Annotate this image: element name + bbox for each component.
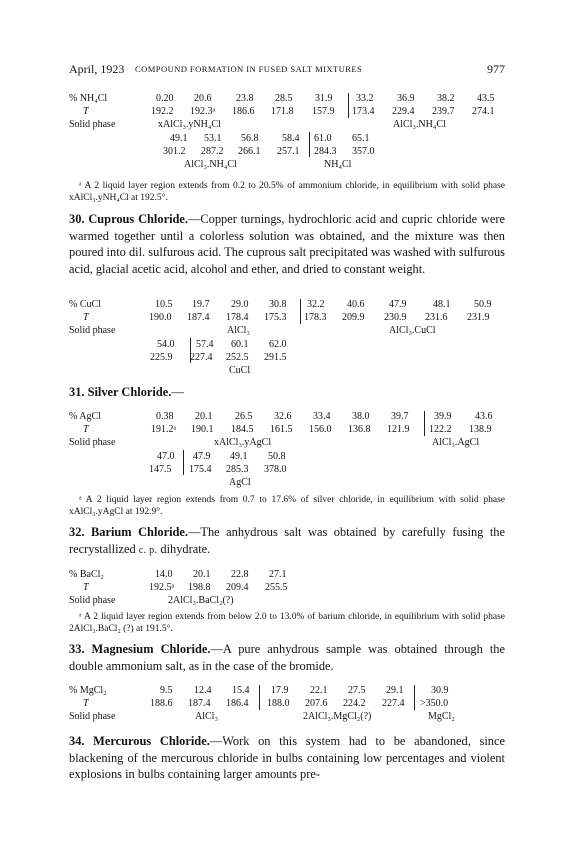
phase-boundary-line: [348, 93, 349, 118]
footnote: ᵃ A 2 liquid layer region extends from 0.7 to 17.6% of silver chloride, in equilibrium with solid phase xAlCl₃.yAgCl at 192.9°.: [69, 495, 505, 518]
table-cell: 19.7: [192, 299, 210, 310]
table-row: [69, 364, 505, 377]
solid-phase: AlCl₃.NH₄Cl: [393, 119, 446, 131]
table-cell: 58.4: [282, 132, 300, 144]
table-cell: 56.8: [241, 132, 259, 144]
table-cell: 207.6: [305, 698, 328, 710]
table-cell: 121.9: [387, 424, 410, 436]
row-label: Solid phase: [69, 325, 116, 337]
row-label: % MgCl₂: [69, 685, 107, 696]
phase-boundary-line: [183, 450, 184, 475]
table-cell: 161.5: [270, 424, 293, 436]
table-cell: 38.2: [437, 93, 455, 104]
solid-phase: CuCl: [229, 364, 251, 376]
table-cell: 43.6: [475, 411, 493, 422]
issue-date: April, 1923: [69, 62, 125, 76]
table-cell: 175.3: [264, 312, 287, 324]
table-cell: 49.1: [230, 450, 248, 462]
table-cell: 239.7: [432, 106, 455, 118]
table-ammonium-chloride: [69, 92, 505, 171]
section-magnesium-chloride: [69, 641, 505, 674]
table-cell: 191.2ᵃ: [151, 424, 177, 436]
footnote: ᵃ A 2 liquid layer region extends from below 2.0 to 13.0% of barium chloride, in equilibrium with solid phase 2AlCl₃.BaCl₂ (?) at 191.5°.: [69, 612, 505, 635]
table-cell: 257.1: [277, 145, 300, 157]
table-cell: 30.9: [431, 685, 449, 696]
table-row: [69, 410, 505, 423]
row-label: T: [83, 582, 89, 594]
table-row: [69, 324, 505, 337]
table-row: [69, 423, 505, 436]
table-row: [69, 298, 505, 311]
table-cell: 224.2: [343, 698, 366, 710]
table-row: [69, 338, 505, 351]
row-label: Solid phase: [69, 437, 116, 449]
table-cell: 157.9: [312, 106, 335, 118]
table-cell: 48.1: [433, 299, 451, 310]
table-cell: 173.4: [352, 106, 375, 118]
table-cell: 175.4: [189, 463, 212, 475]
table-cell: 287.2: [201, 145, 224, 157]
table-cell: 20.1: [193, 569, 211, 580]
table-cell: 188.0: [267, 698, 290, 710]
table-barium-chloride: [69, 568, 505, 608]
solid-phase: xAlCl₃.yAgCl: [214, 437, 272, 449]
row-label: Solid phase: [69, 119, 116, 131]
solid-phase: AgCl: [229, 476, 251, 488]
table-cell: 209.4: [226, 582, 249, 594]
table-cell: 186.4: [226, 698, 249, 710]
section-heading: 32. Barium Chloride.: [69, 525, 189, 539]
table-cell: 266.1: [238, 145, 261, 157]
table-cell: 20.6: [194, 93, 212, 104]
table-cell: 27.5: [348, 685, 366, 696]
running-header: [69, 62, 505, 78]
table-row: [69, 581, 505, 594]
table-cell: 27.1: [269, 569, 287, 580]
row-label: % AgCl: [69, 411, 101, 422]
solid-phase: AlCl₃: [227, 325, 250, 337]
table-cell: 33.4: [313, 411, 331, 422]
table-cell: 378.0: [264, 463, 287, 475]
table-row: [69, 594, 505, 607]
table-cell: 22.8: [231, 569, 249, 580]
solid-phase: xAlCl₃.yNH₄Cl: [158, 119, 221, 131]
table-cell: 187.4: [187, 312, 210, 324]
table-row: [69, 710, 505, 723]
row-label: Solid phase: [69, 711, 116, 723]
table-cell: 29.1: [386, 685, 404, 696]
table-row: [69, 436, 505, 449]
table-cell: 178.3: [304, 312, 327, 324]
table-cell: 209.9: [342, 312, 365, 324]
table-magnesium-chloride: [69, 684, 505, 724]
table-cell: 47.9: [389, 299, 407, 310]
table-cell: 12.4: [194, 685, 212, 696]
table-row: [69, 697, 505, 710]
table-cell: 187.4: [188, 698, 211, 710]
table-cell: 186.6: [232, 106, 255, 118]
table-cell: 178.4: [226, 312, 249, 324]
section-mercurous-chloride: [69, 733, 505, 783]
table-cell: 17.9: [271, 685, 289, 696]
table-row: [69, 476, 505, 489]
table-row: [69, 351, 505, 364]
section-cuprous-chloride: [69, 211, 505, 277]
table-cell: 60.1: [231, 338, 249, 350]
table-cell: 32.6: [274, 411, 292, 422]
row-label: Solid phase: [69, 595, 116, 607]
table-cell: 47.0: [157, 450, 175, 462]
table-cell: 62.0: [269, 338, 287, 350]
table-cell: 9.5: [160, 685, 173, 696]
table-row: [69, 450, 505, 463]
table-cell: 31.9: [315, 93, 333, 104]
table-cell: 57.4: [196, 338, 214, 350]
table-cell: 50.9: [474, 299, 492, 310]
table-cell: 231.6: [425, 312, 448, 324]
table-row: [69, 568, 505, 581]
table-cell: 138.9: [469, 424, 492, 436]
table-cell: 171.8: [271, 106, 294, 118]
table-cell: 285.3: [226, 463, 249, 475]
table-cell: 33.2: [356, 93, 374, 104]
table-cell: 190.1: [191, 424, 214, 436]
section-text: dihydrate.: [157, 541, 211, 556]
table-cell: 122.2: [429, 424, 452, 436]
solid-phase: AlCl₃: [195, 711, 218, 723]
table-row: [69, 145, 505, 158]
table-cell: 255.5: [265, 582, 288, 594]
phase-boundary-line: [309, 132, 310, 157]
running-title: COMPOUND FORMATION IN FUSED SALT MIXTURES: [135, 64, 363, 74]
table-cell: 22.1: [310, 685, 328, 696]
table-cell: 32.2: [307, 299, 325, 310]
phase-boundary-line: [424, 411, 425, 436]
table-cell: 192.3ᵃ: [190, 106, 216, 118]
footnote: ᵃ A 2 liquid layer region extends from 0.2 to 20.5% of ammonium chloride, in equilibrium with solid phase xAlCl₃.yNH₄Cl at 192.5°.: [69, 181, 505, 204]
section-heading: 30. Cuprous Chloride.: [69, 212, 189, 226]
table-cell: 54.0: [157, 338, 175, 350]
row-label: T: [83, 698, 89, 710]
table-cell: 136.8: [348, 424, 371, 436]
table-cell: 147.5: [149, 463, 172, 475]
table-cell: 61.0: [314, 132, 332, 144]
table-cell: 14.0: [155, 569, 173, 580]
table-cell: 291.5: [264, 351, 287, 363]
solid-phase: 2AlCl₃.MgCl₂(?): [303, 711, 372, 723]
table-cell: 198.8: [188, 582, 211, 594]
table-cell: 28.5: [275, 93, 293, 104]
section-heading: 31. Silver Chloride.: [69, 385, 172, 399]
row-label: T: [83, 312, 89, 324]
section-text: —Copper turnings, hydrochloric acid and cupric chloride were warmed together until a colorless solution was obtained, and the mixture was then poured into dil. sulfurous acid. The cuprous salt precipitated was washed with sulfurous acid, glacial acetic acid, alcohol and ether, and dried to constant weight.: [69, 212, 505, 276]
table-cell: 225.9: [150, 351, 173, 363]
table-cell: 252.5: [226, 351, 249, 363]
section-heading: 33. Magnesium Chloride.: [69, 642, 211, 656]
table-cell: 15.4: [232, 685, 250, 696]
phase-boundary-line: [190, 338, 191, 363]
section-silver-chloride: [69, 384, 505, 401]
table-cell: 190.0: [149, 312, 172, 324]
phase-boundary-line: [300, 299, 301, 324]
section-text-small-caps: c. p.: [138, 544, 158, 556]
table-cell: 227.4: [190, 351, 213, 363]
table-cell: 274.1: [472, 106, 495, 118]
table-cell: 38.0: [352, 411, 370, 422]
table-row: [69, 118, 505, 131]
solid-phase: AlCl₃.NH₄Cl: [184, 158, 237, 170]
table-row: [69, 105, 505, 118]
solid-phase: AlCl₃.CuCl: [389, 325, 436, 337]
section-text: —A pure anhydrous sample was obtained through the double ammonium salt, as in the case of the bromide.: [69, 642, 505, 673]
table-cell: 10.5: [155, 299, 173, 310]
table-cell: 26.5: [235, 411, 253, 422]
phase-boundary-line: [414, 685, 415, 710]
table-cell: 39.9: [434, 411, 452, 422]
table-cell: 284.3: [314, 145, 337, 157]
table-cell: 30.8: [269, 299, 287, 310]
table-row: [69, 92, 505, 105]
row-label: % CuCl: [69, 299, 101, 310]
table-cell: 357.0: [352, 145, 375, 157]
table-row: [69, 158, 505, 171]
table-cell: 39.7: [391, 411, 409, 422]
table-cell: 184.5: [231, 424, 254, 436]
table-cuprous-chloride: [69, 298, 505, 377]
section-text: —The anhydrous salt was obtained by carefully fusing the recrystallized: [69, 525, 505, 556]
solid-phase: MgCl₂: [428, 711, 455, 723]
section-text: —: [171, 385, 184, 399]
row-label: T: [83, 106, 89, 118]
table-cell: 47.9: [193, 450, 211, 462]
section-heading: 34. Mercurous Chloride.: [69, 734, 210, 748]
row-label: % NH₄Cl: [69, 93, 108, 104]
table-silver-chloride: [69, 410, 505, 489]
table-cell: 50.8: [268, 450, 286, 462]
row-label: % BaCl₂: [69, 569, 104, 580]
table-cell: 65.1: [352, 132, 370, 144]
table-cell: 29.0: [231, 299, 249, 310]
table-cell: 23.8: [236, 93, 254, 104]
table-cell: 0.38: [156, 411, 174, 422]
table-cell: 36.9: [397, 93, 415, 104]
table-cell: 49.1: [170, 132, 188, 144]
table-row: [69, 463, 505, 476]
section-text: —Work on this system had to be abandoned, since blackening of the mercurous chloride in bulbs containing low percentages and violent explosions in bulbs containing larger amounts pre-: [69, 734, 505, 782]
solid-phase: 2AlCl₃.BaCl₂(?): [168, 595, 234, 607]
table-cell: 301.2: [163, 145, 186, 157]
phase-boundary-line: [259, 685, 260, 710]
table-cell: 192.2: [151, 106, 174, 118]
section-barium-chloride: [69, 524, 505, 559]
table-cell: 40.6: [347, 299, 365, 310]
table-cell: 192.5ᵃ: [149, 582, 175, 594]
table-cell: 43.5: [477, 93, 495, 104]
table-cell: 0.20: [156, 93, 174, 104]
table-cell: 229.4: [392, 106, 415, 118]
table-cell: 20.1: [195, 411, 213, 422]
table-cell: 53.1: [204, 132, 222, 144]
table-cell: 156.0: [309, 424, 332, 436]
solid-phase: NH₄Cl: [324, 158, 352, 170]
row-label: T: [83, 424, 89, 436]
table-cell: 227.4: [382, 698, 405, 710]
table-cell: 188.6: [150, 698, 173, 710]
table-cell: 230.9: [384, 312, 407, 324]
table-cell: >350.0: [420, 698, 449, 710]
page-number: 977: [487, 62, 505, 76]
table-row: [69, 684, 505, 697]
table-row: [69, 311, 505, 324]
table-row: [69, 132, 505, 145]
solid-phase: AlCl₃.AgCl: [432, 437, 480, 449]
table-cell: 231.9: [467, 312, 490, 324]
